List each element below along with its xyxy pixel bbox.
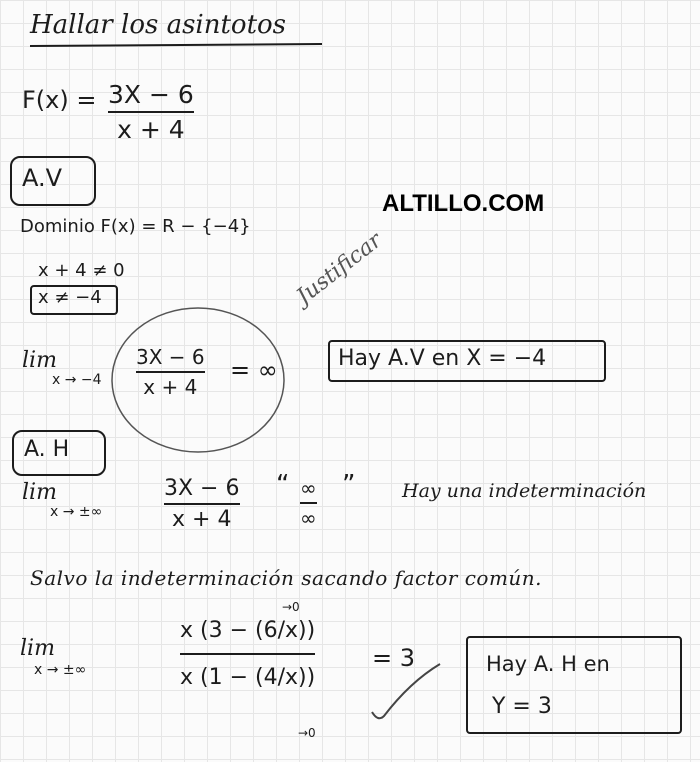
av-lim-word: lim (22, 348, 57, 373)
ah-lim-subscript: x → ±∞ (50, 504, 103, 520)
page-title: Hallar los asintotos (30, 10, 287, 40)
quote-close: ” (342, 470, 356, 500)
condition-not-zero: x + 4 ≠ 0 (38, 260, 125, 281)
av-label: A.V (22, 164, 63, 192)
av-lim-subscript: x → −4 (52, 372, 102, 388)
arrow-zero-top: →0 (282, 600, 300, 614)
quote-open: “ (276, 470, 290, 500)
indeterminate-text: Hay una indeterminación (402, 480, 647, 502)
av-result: Hay A.V en X = −4 (338, 346, 547, 371)
ah-lim2-numerator: x (3 − (6/x)) (180, 618, 316, 643)
ah-result-line2: Y = 3 (492, 694, 552, 719)
equals-three: = 3 (372, 644, 416, 672)
function-denominator: x + 4 (117, 115, 185, 144)
condition-x-not-minus-four: x ≠ −4 (38, 287, 102, 308)
indeterminate-numerator: ∞ (300, 476, 317, 500)
av-fraction-numerator: 3X − 6 (136, 345, 205, 369)
ah-result-box (466, 636, 682, 734)
ah-fraction-denominator: x + 4 (172, 507, 232, 532)
ah-fraction-numerator: 3X − 6 (164, 476, 240, 501)
arrow-zero-bottom: →0 (298, 726, 316, 740)
ah-lim2-denominator: x (1 − (4/x)) (180, 665, 316, 690)
watermark: ALTILLO.COM (382, 190, 545, 217)
ah-lim2-subscript: x → ±∞ (34, 662, 87, 678)
function-numerator: 3X − 6 (108, 80, 194, 109)
function-lhs: F(x) = (22, 86, 97, 114)
av-equals-infinity: = ∞ (230, 356, 278, 384)
domain-line: Dominio F(x) = R − {−4} (20, 216, 251, 237)
indeterminate-denominator: ∞ (300, 506, 317, 530)
salvo-text: Salvo la indeterminación sacando factor común. (30, 566, 543, 590)
margin-note: Justificar (292, 227, 387, 310)
ah-result-line1: Hay A. H en (486, 652, 610, 676)
ah-label: A. H (24, 437, 70, 462)
ah-lim2-word: lim (20, 636, 55, 661)
av-fraction-denominator: x + 4 (143, 375, 198, 399)
ah-lim-word: lim (22, 480, 57, 505)
